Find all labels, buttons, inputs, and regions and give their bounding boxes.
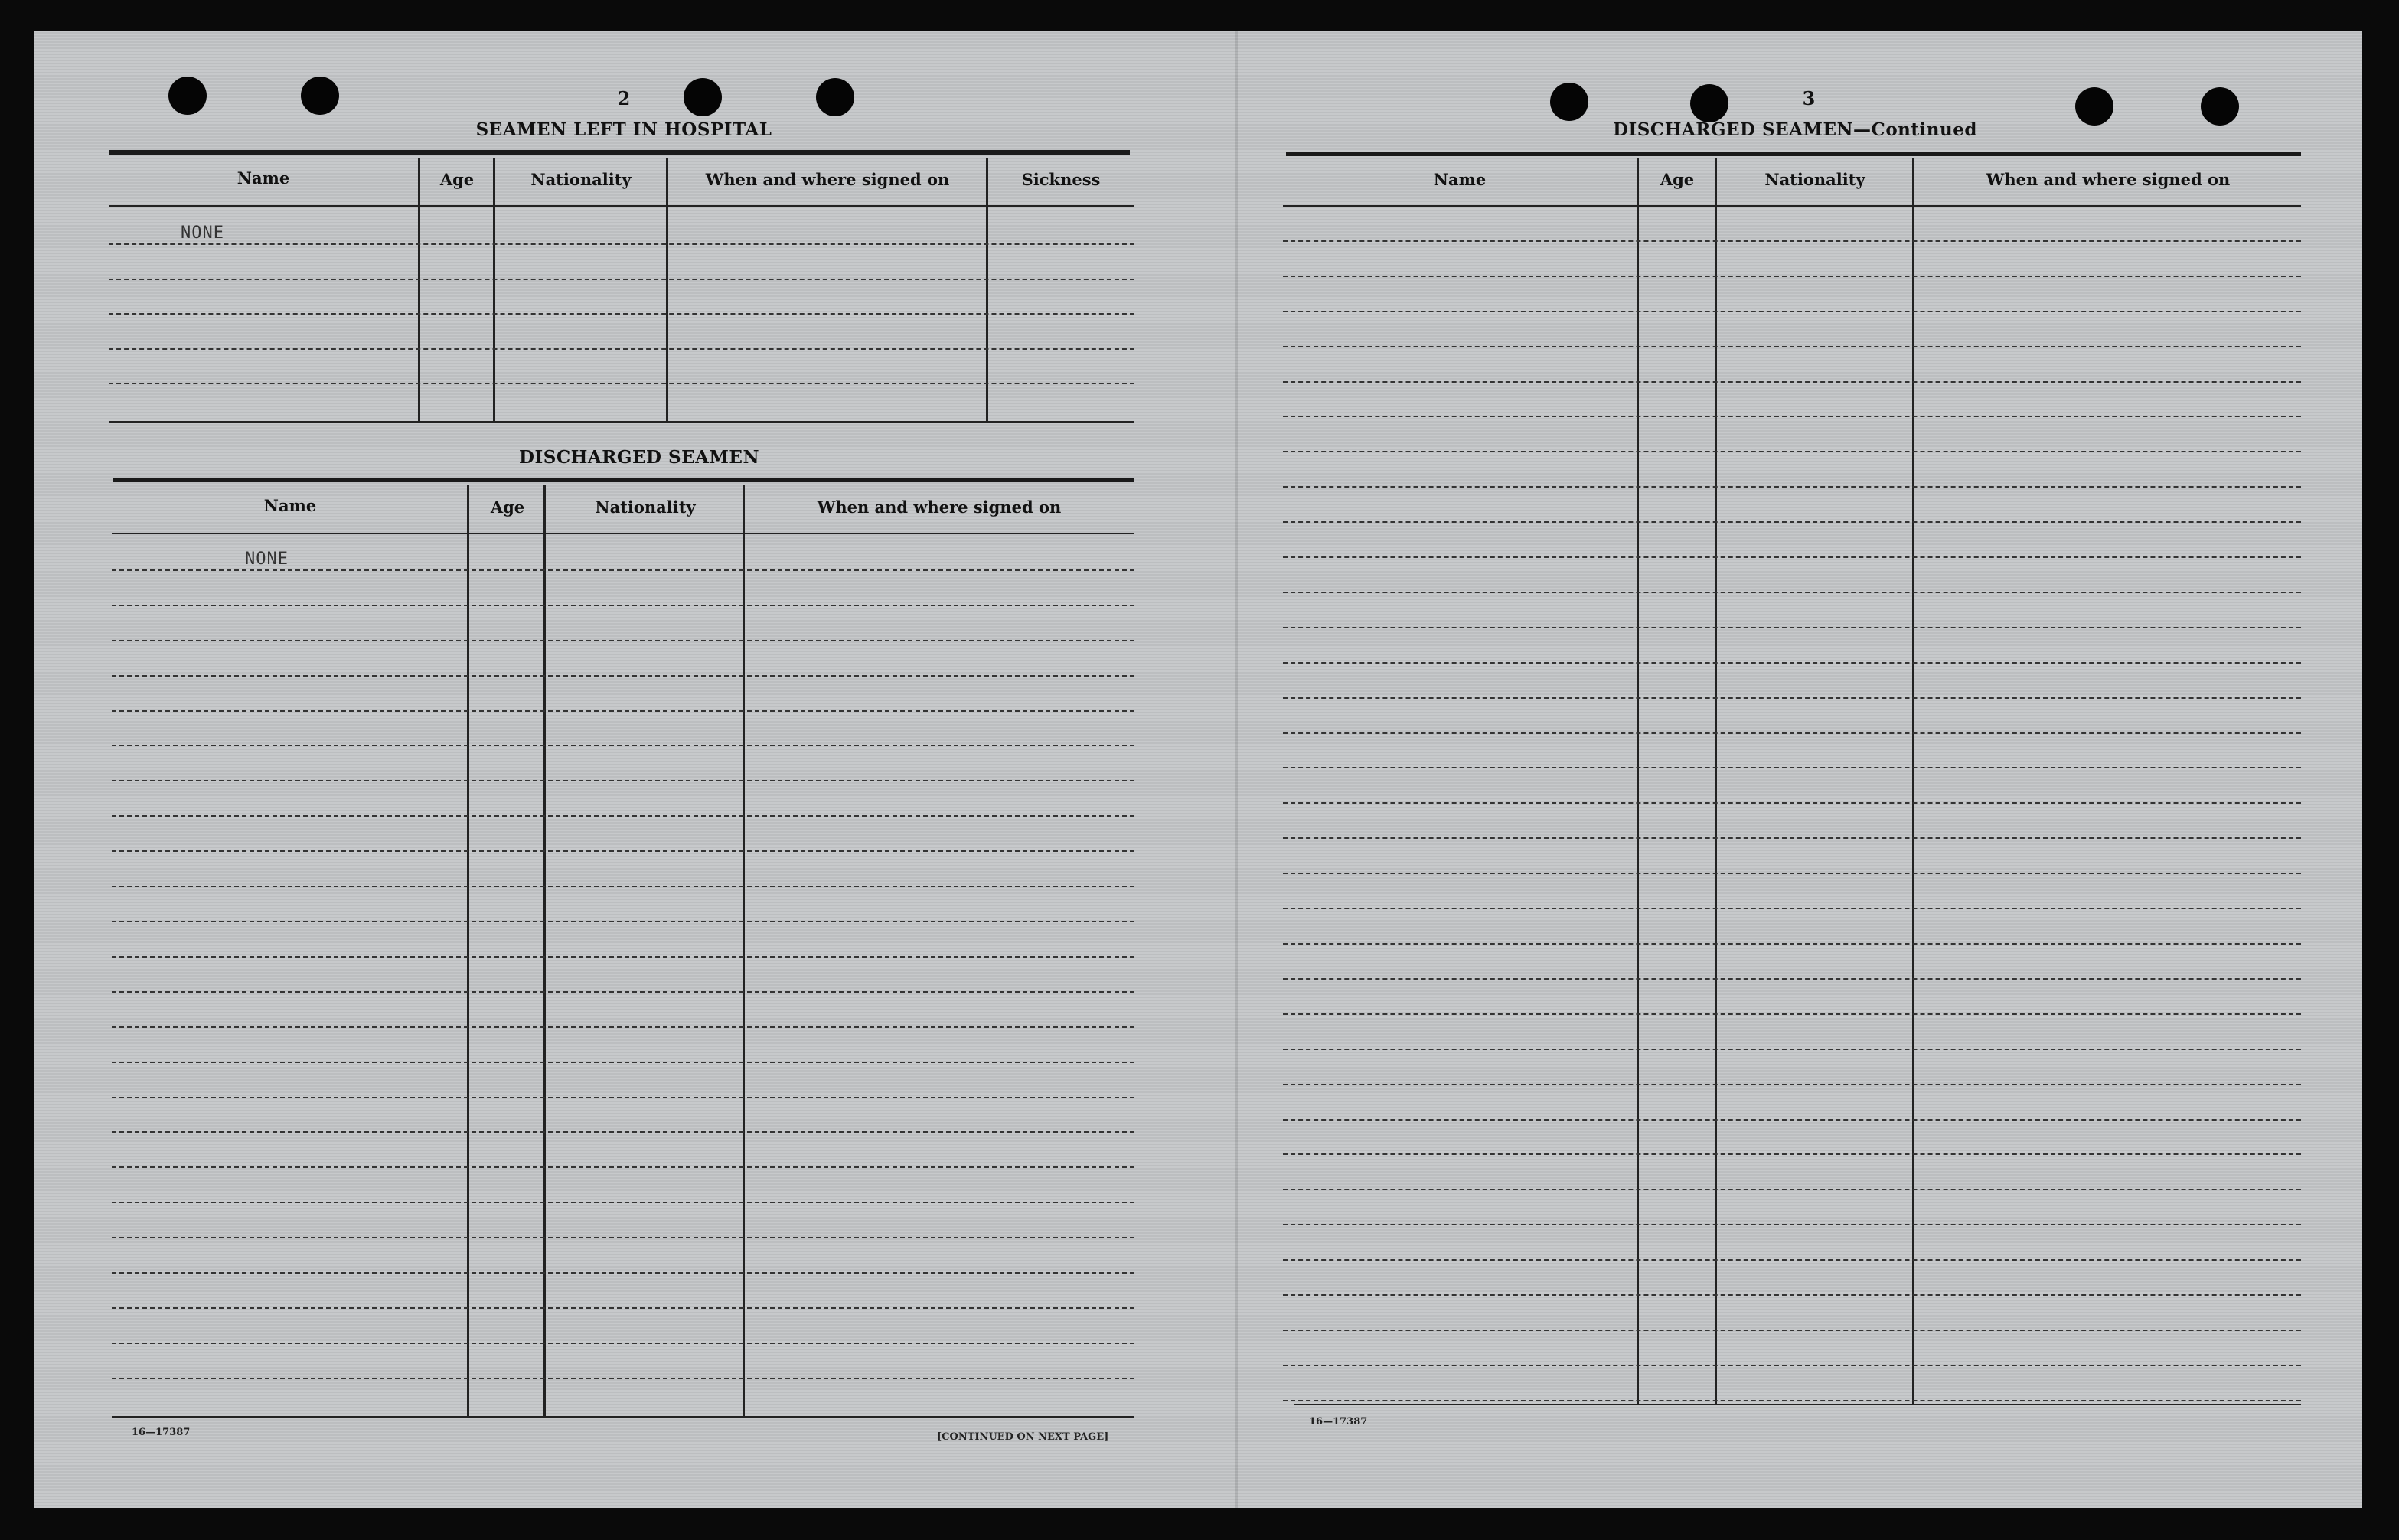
punch-hole xyxy=(2201,87,2239,126)
ruled-line xyxy=(112,921,1134,922)
ruled-line xyxy=(112,1237,1134,1238)
right-bottom-rule xyxy=(1294,1404,2301,1405)
right-page-number: 3 xyxy=(1802,87,1816,109)
right-divider xyxy=(1715,158,1717,1405)
ruled-line xyxy=(109,313,1134,315)
ruled-line xyxy=(112,1166,1134,1168)
ruled-line xyxy=(112,710,1134,712)
ruled-line xyxy=(1283,1084,2301,1085)
ruled-line xyxy=(1283,451,2301,452)
ruled-line xyxy=(112,1026,1134,1028)
ruled-line xyxy=(1283,1294,2301,1296)
document-sheet xyxy=(34,31,2362,1508)
ruled-line xyxy=(112,1343,1134,1344)
right-col-nationality: Nationality xyxy=(1764,170,1865,189)
ruled-line xyxy=(112,745,1134,746)
hospital-col-sickness: Sickness xyxy=(1021,170,1101,189)
right-divider xyxy=(1637,158,1639,1405)
discharged-divider xyxy=(467,485,469,1418)
punch-hole xyxy=(301,77,339,115)
ruled-line xyxy=(1283,1119,2301,1121)
ruled-line xyxy=(1283,1224,2301,1225)
ruled-line xyxy=(112,1131,1134,1133)
ruled-line xyxy=(1283,381,2301,383)
ruled-line xyxy=(112,780,1134,781)
hospital-top-rule xyxy=(109,150,1130,155)
ruled-line xyxy=(112,1307,1134,1309)
ruled-line xyxy=(112,1202,1134,1203)
punch-hole xyxy=(684,78,722,116)
ruled-line xyxy=(1283,592,2301,593)
discharged-col-name: Name xyxy=(263,496,317,515)
ruled-line xyxy=(1283,908,2301,909)
page-fold xyxy=(1235,31,1238,1508)
ruled-line xyxy=(112,605,1134,606)
ruled-line xyxy=(1283,978,2301,980)
hospital-col-nationality: Nationality xyxy=(530,170,632,189)
ruled-line xyxy=(112,1097,1134,1098)
discharged-entry-none: NONE xyxy=(245,550,289,569)
ruled-line xyxy=(1283,662,2301,664)
ruled-line xyxy=(112,1272,1134,1274)
ruled-line xyxy=(1283,943,2301,945)
right-header-rule xyxy=(1283,205,2301,207)
ruled-line xyxy=(1283,1259,2301,1261)
ruled-line xyxy=(1283,1365,2301,1366)
discharged-header-rule xyxy=(112,533,1134,534)
right-section-title: DISCHARGED SEAMEN—Continued xyxy=(1613,119,1977,140)
ruled-line xyxy=(1283,1013,2301,1015)
right-col-signed-on: When and where signed on xyxy=(1986,170,2231,189)
ruled-line xyxy=(112,991,1134,993)
hospital-section-title: SEAMEN LEFT IN HOSPITAL xyxy=(475,119,772,140)
ruled-line xyxy=(109,348,1134,350)
hospital-col-name: Name xyxy=(237,168,290,188)
discharged-bottom-rule xyxy=(112,1416,1134,1418)
discharged-section-title: DISCHARGED SEAMEN xyxy=(519,447,759,468)
ruled-line xyxy=(1283,240,2301,242)
hospital-col-signed-on: When and where signed on xyxy=(705,170,950,189)
ruled-line xyxy=(1283,697,2301,699)
discharged-col-nationality: Nationality xyxy=(595,498,696,517)
ruled-line xyxy=(109,243,1134,245)
continued-note: [CONTINUED ON NEXT PAGE] xyxy=(937,1431,1109,1443)
hospital-col-age: Age xyxy=(439,170,475,189)
left-form-number: 16—17387 xyxy=(132,1427,191,1438)
ruled-line xyxy=(112,886,1134,887)
ruled-line xyxy=(109,279,1134,280)
punch-hole xyxy=(816,78,854,116)
left-page-number: 2 xyxy=(617,87,631,109)
discharged-top-rule xyxy=(113,478,1134,482)
ruled-line xyxy=(1283,556,2301,558)
ruled-line xyxy=(1283,732,2301,734)
ruled-line xyxy=(1283,1189,2301,1190)
ruled-line xyxy=(1283,1153,2301,1155)
ruled-line xyxy=(1283,1400,2301,1401)
ruled-line xyxy=(1283,311,2301,312)
right-col-age: Age xyxy=(1660,170,1695,189)
ruled-line xyxy=(1283,346,2301,347)
ruled-line xyxy=(1283,521,2301,523)
right-form-number: 16—17387 xyxy=(1309,1416,1368,1427)
right-top-rule xyxy=(1286,152,2301,156)
punch-hole xyxy=(168,77,207,115)
ruled-line xyxy=(1283,1330,2301,1331)
ruled-line xyxy=(112,815,1134,817)
right-col-name: Name xyxy=(1433,170,1487,189)
ruled-line xyxy=(112,640,1134,641)
ruled-line xyxy=(1283,837,2301,839)
ruled-line xyxy=(1283,416,2301,417)
ruled-line xyxy=(1283,802,2301,804)
punch-hole xyxy=(1690,84,1728,122)
hospital-entry-none: NONE xyxy=(181,223,224,243)
ruled-line xyxy=(1283,1049,2301,1050)
ruled-line xyxy=(1283,767,2301,768)
discharged-col-age: Age xyxy=(490,498,525,517)
ruled-line xyxy=(1283,627,2301,628)
ruled-line xyxy=(112,569,1134,571)
ruled-line xyxy=(112,956,1134,958)
hospital-header-rule xyxy=(109,205,1134,207)
discharged-divider xyxy=(743,485,745,1418)
punch-hole xyxy=(1550,83,1588,121)
ruled-line xyxy=(1283,486,2301,488)
ruled-line xyxy=(112,1062,1134,1063)
discharged-divider xyxy=(543,485,546,1418)
ruled-line xyxy=(112,1378,1134,1379)
ruled-line xyxy=(109,383,1134,384)
ruled-line xyxy=(112,675,1134,677)
ruled-line xyxy=(1283,873,2301,874)
ruled-line xyxy=(1283,276,2301,277)
discharged-col-signed-on: When and where signed on xyxy=(817,498,1062,517)
ruled-line xyxy=(112,850,1134,852)
right-divider xyxy=(1912,158,1914,1405)
hospital-bottom-rule xyxy=(109,421,1134,423)
